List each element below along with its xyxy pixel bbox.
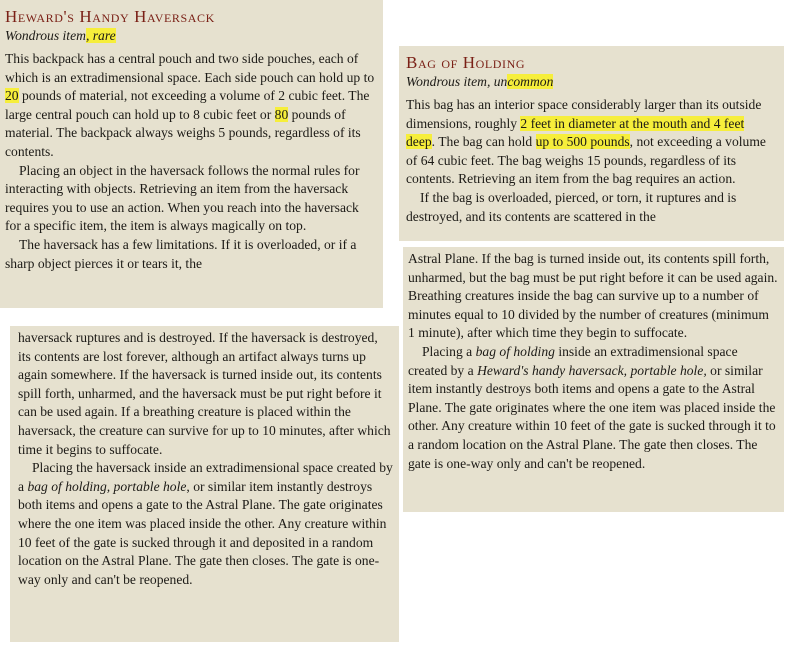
bag-subtitle: Wondrous item, uncommon xyxy=(406,74,554,89)
highlight-dimensions: 2 feet in diameter at the mouth and 4 feet deep xyxy=(406,115,745,150)
highlight-common: common xyxy=(507,74,554,89)
highlight-20: 20 xyxy=(5,88,19,104)
bag-paragraph-2-start: If the bag is overloaded, pierced, or torn, it ruptures and is destroyed, and its contents are scattered in the xyxy=(406,189,737,224)
bag-paragraph-3: Placing a bag of holding inside an extradimensional space created by a Heward's handy haversack, portable hole, or similar item instantly destroys both items and opens a gate to the Astral Plane. The gate originates where the one item was placed inside the other. Any creature within 10 feet of the gate is sucked through it to a random location on the Astral Plane. The gate then closes. The gate is one-way only and can't be reopened. xyxy=(408,343,776,471)
bag-panel-top xyxy=(399,46,784,241)
bag-title: Bag of Holding xyxy=(406,53,526,72)
haversack-subtitle: Wondrous item, rare xyxy=(5,28,116,43)
haversack-paragraph-2: Placing an object in the haversack follows the normal rules for interacting with objects. Retrieving an item from the haversack requires you to use an action. When you reach into the haversack for a specific item, the item is always magically on top. xyxy=(5,162,360,234)
highlight-rare: , rare xyxy=(85,28,116,43)
haversack-paragraph-4: Placing the haversack inside an extradimensional space created by a bag of holding, portable hole, or similar item instantly destroys both items and opens a gate to the Astral Plane. The gate originates where the one item was placed inside the other. Any creature within 10 feet of the gate is sucked through it and deposited in a random location on the Astral Plane. The gate then closes. The gate is one-way only and can't be reopened. xyxy=(18,460,393,587)
highlight-500-pounds: up to 500 pounds xyxy=(535,134,630,150)
haversack-p4-italic: bag of holding, portable hole xyxy=(27,478,187,494)
haversack-title: Heward's Handy Haversack xyxy=(5,7,215,26)
haversack-panel-bottom xyxy=(10,326,399,642)
bag-paragraph-2-cont: Astral Plane. If the bag is turned inside out, its contents spill forth, unharmed, but the bag must be put right before it can be used again. Breathing creatures inside the bag can survive up to a number of minutes equal to 10 divided by the number of creatures (minimum 1 minute), after which time they begin to suffocate. xyxy=(408,251,778,341)
bag-panel-bottom xyxy=(403,247,784,512)
haversack-paragraph-3-cont: haversack ruptures and is destroyed. If the haversack is destroyed, its contents are lost forever, although an artifact always turns up again somewhere. If the haversack is turned inside out, its contents spill forth, unharmed, and the haversack must be put right before it can be used again. If a breathing creature is placed within the haversack, the creature can survive for up to 10 minutes, after which time it begins to suffocate. xyxy=(18,330,391,457)
bag-p3-italic-1: bag of holding xyxy=(475,343,555,359)
bag-p3-italic-2: Heward's handy haversack, portable hole, xyxy=(477,362,707,378)
highlight-80: 80 xyxy=(274,106,289,122)
haversack-paragraph-3-start: The haversack has a few limitations. If it is overloaded, or if a sharp object pierces it or tears it, the xyxy=(5,236,357,271)
haversack-paragraph-1: This backpack has a central pouch and two side pouches, each of which is an extradimensional space. Each side pouch can hold up to 20 pounds of material, not exceeding a volume of 2 cubic feet. The large central pouch can hold up to 8 cubic feet or 80 pounds of material. The backpack always weighs 5 pounds, regardless of its contents. xyxy=(5,51,375,159)
haversack-panel-top xyxy=(0,0,383,308)
bag-paragraph-1: This bag has an interior space considerably larger than its outside dimensions, roughly 2 feet in diameter at the mouth and 4 feet deep. The bag can hold up to 500 pounds, not exceeding a volume of 64 cubic feet. The bag weighs 15 pounds, regardless of its contents. Retrieving an item from the bag requires an action. xyxy=(406,97,766,187)
